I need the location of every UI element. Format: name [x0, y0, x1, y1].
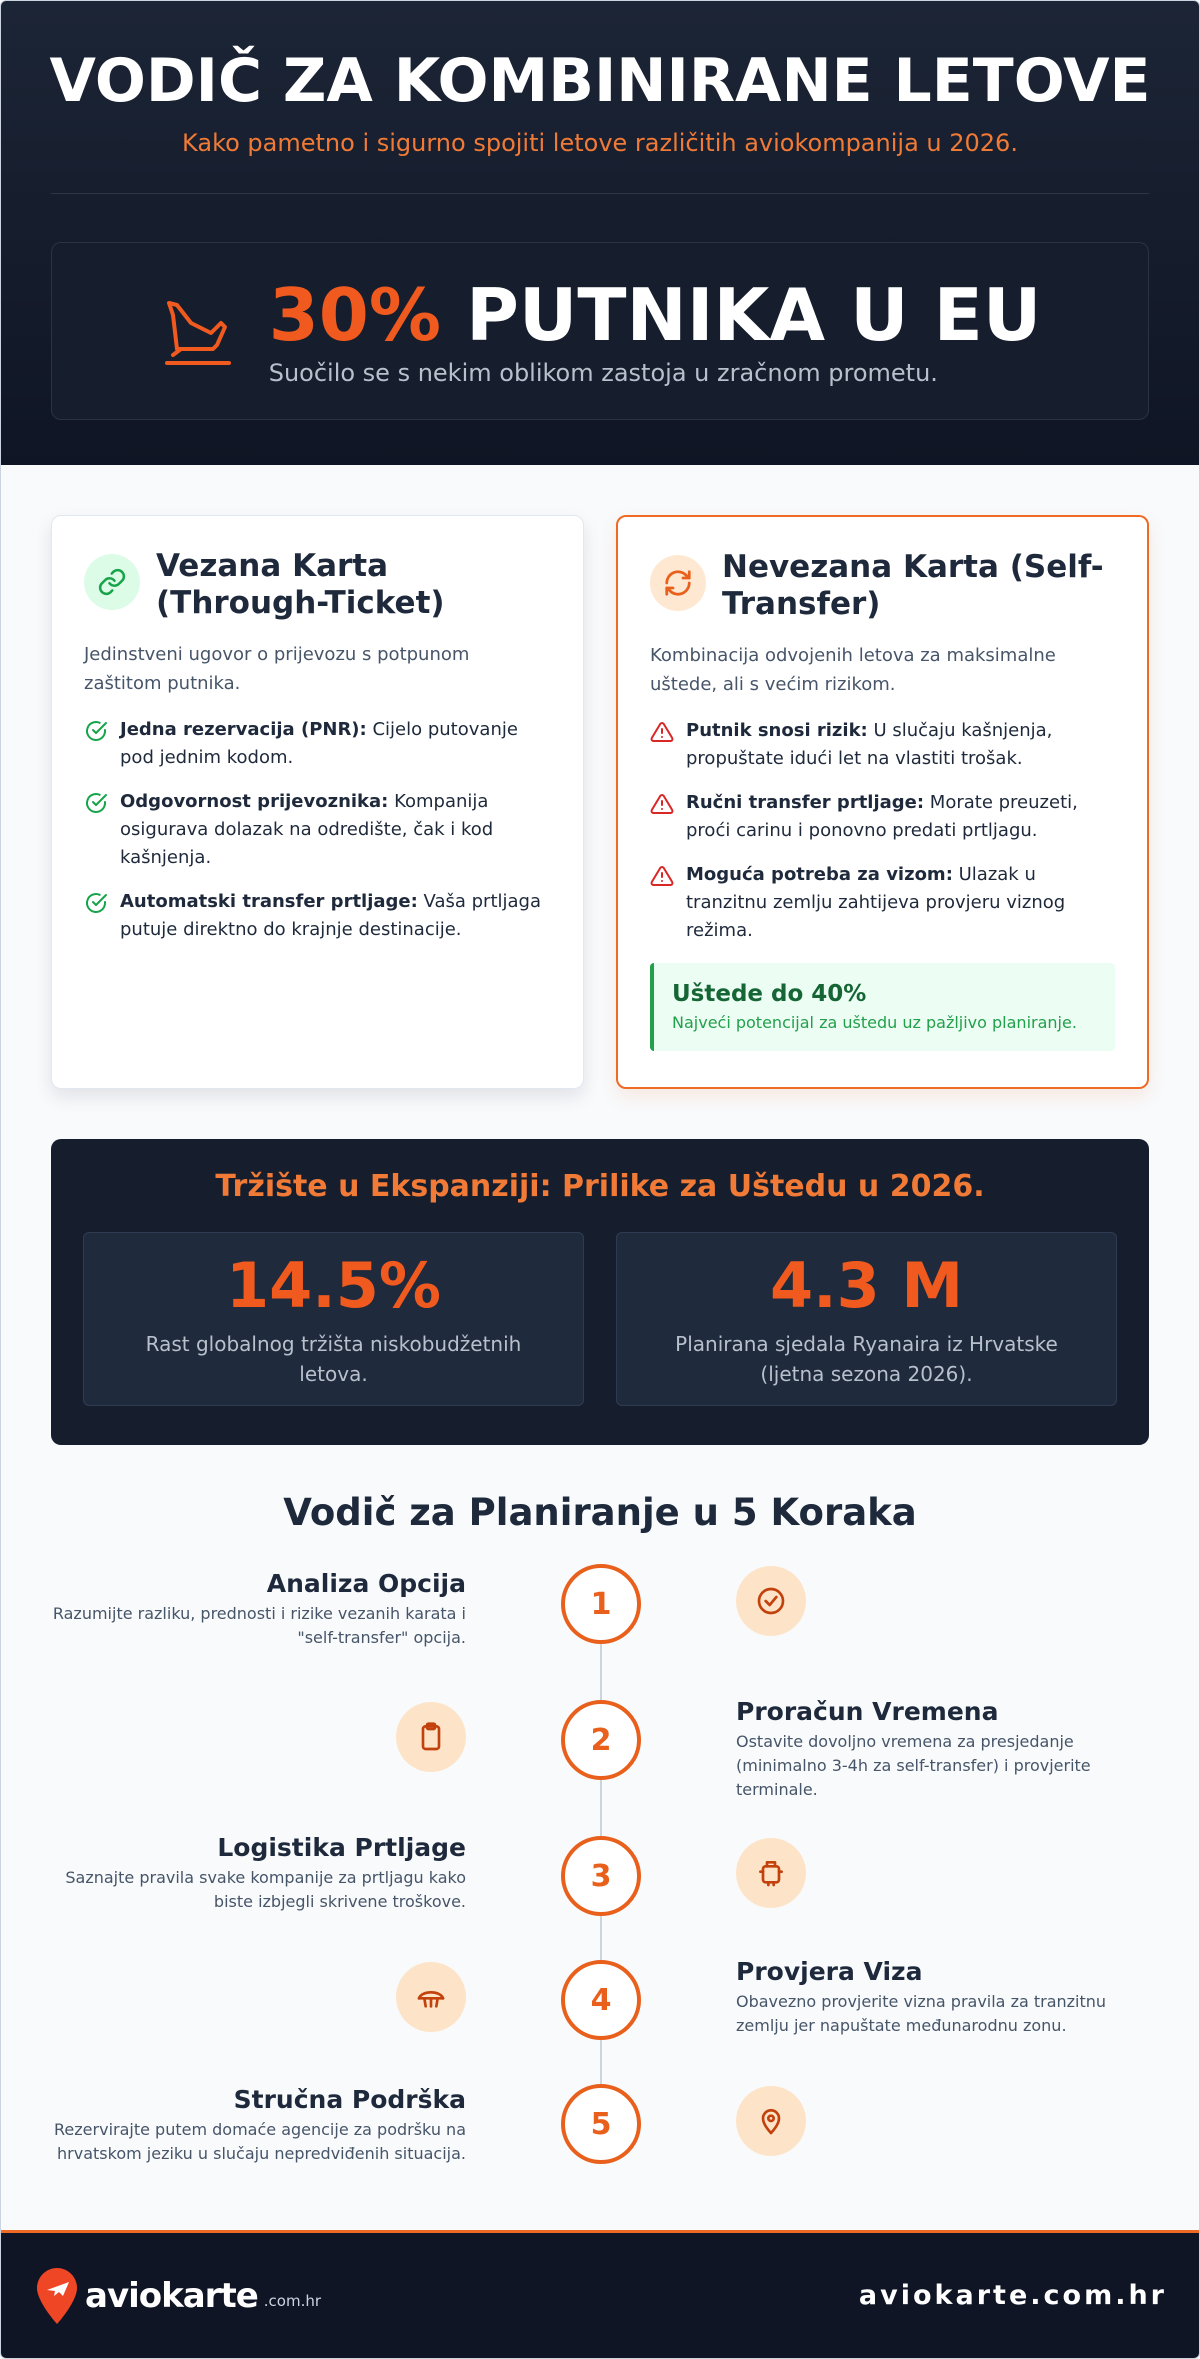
step-title: Analiza Opcija: [266, 1569, 466, 1598]
stat-card: [616, 1232, 1117, 1406]
link-icon: [84, 554, 140, 610]
location-pin-plane-icon: [35, 2266, 79, 2326]
list-item: Putnik snosi rizik: U slučaju kašnjenja, propuštate idući let na vlastiti trošak.: [650, 717, 1115, 773]
through-ticket-description: Jedinstveni ugovor o prijevozu s potpunom zaštitom putnika.: [84, 644, 470, 694]
list-item: Moguća potreba za vizom: Ulazak u tranzitnu zemlju zahtijeva provjeru viznog režima.: [650, 861, 1115, 945]
stat-value: 14.5%: [225, 1249, 442, 1322]
header-divider: [51, 193, 1149, 194]
check-circle-icon: [84, 791, 108, 815]
stat-value: 4.3 M: [769, 1249, 964, 1322]
step-number: 5: [561, 2084, 641, 2164]
step-4: [1, 1957, 1200, 2070]
warning-icon: [650, 792, 674, 816]
cart-icon: [396, 1962, 466, 2032]
step-2: [1, 1697, 1200, 1810]
brand-logo[interactable]: [35, 2266, 321, 2326]
hero-caption: Suočilo se s nekim oblikom zastoja u zračnom prometu.: [268, 359, 938, 387]
ticket-comparison: [1, 465, 1199, 1089]
through-ticket-title: Vezana Karta (Through-Ticket): [156, 548, 445, 621]
warning-icon: [650, 864, 674, 888]
clipboard-icon: [396, 1702, 466, 1772]
footer: [1, 2230, 1200, 2358]
logo-domain: .com.hr: [263, 2291, 322, 2310]
hero-headline-rest: PUTNIKA U EU: [466, 273, 1042, 357]
list-item: Ručni transfer prtljage: Morate preuzeti, proći carinu i ponovno predati prtljagu.: [650, 789, 1115, 845]
savings-callout: [650, 963, 1115, 1051]
market-title: Tržište u Ekspanziji: Prilike za Uštedu u 2026.: [215, 1169, 985, 1204]
step-title: Provjera Viza: [736, 1957, 923, 1986]
logo-text: aviokarte: [85, 2275, 258, 2316]
self-transfer-card: [616, 515, 1149, 1089]
stat-card: [83, 1232, 584, 1406]
step-number: 3: [561, 1836, 641, 1916]
page-title: VODIČ ZA KOMBINIRANE LETOVE: [49, 46, 1151, 116]
step-title: Logistika Prtljage: [217, 1833, 466, 1862]
steps-timeline: [1, 1564, 1199, 2224]
step-1: [1, 1564, 1200, 1674]
step-3: [1, 1833, 1200, 1946]
step-5: [1, 2084, 1200, 2194]
step-number: 4: [561, 1960, 641, 2040]
plane-landing-icon: [159, 293, 235, 369]
hero-percent: 30%: [268, 273, 442, 357]
step-description: Saznajte pravila svake kompanije za prtljagu kako biste izbjegli skrivene troškove.: [65, 1868, 466, 1911]
check-circle-icon: [84, 719, 108, 743]
savings-subtitle: Najveći potencijal za uštedu uz pažljivo planiranje.: [672, 1013, 1077, 1032]
warning-icon: [650, 720, 674, 744]
luggage-icon: [736, 1838, 806, 1908]
step-title: Proračun Vremena: [736, 1697, 999, 1726]
header: [1, 1, 1199, 465]
market-section: [51, 1139, 1149, 1445]
hero-card: [51, 242, 1149, 420]
through-ticket-card: [51, 515, 584, 1089]
check-circle-icon: [736, 1566, 806, 1636]
list-item: Automatski transfer prtljage: Vaša prtljaga putuje direktno do krajnje destinacije.: [84, 888, 551, 944]
self-transfer-description: Kombinacija odvojenih letova za maksimalne uštede, ali s većim rizikom.: [650, 645, 1056, 695]
steps-title: Vodič za Planiranje u 5 Koraka: [283, 1491, 917, 1534]
list-item: Odgovornost prijevoznika: Kompanija osigurava dolazak na odredište, čak i kod kašnjenja.: [84, 788, 551, 872]
savings-title: Uštede do 40%: [672, 981, 867, 1007]
hero-headline: [269, 275, 1042, 355]
step-number: 2: [561, 1700, 641, 1780]
stat-label: Rast globalnog tržišta niskobudžetnih letova.: [145, 1332, 522, 1386]
check-circle-icon: [84, 891, 108, 915]
step-description: Razumijte razliku, prednosti i rizike vezanih karata i "self-transfer" opcija.: [52, 1604, 466, 1647]
page-subtitle: Kako pametno i sigurno spojiti letove različitih aviokompanija u 2026.: [182, 129, 1018, 157]
website-link[interactable]: aviokarte.com.hr: [858, 2280, 1167, 2311]
support-icon: [736, 2086, 806, 2156]
step-description: Ostavite dovoljno vremena za presjedanje (minimalno 3-4h za self-transfer) i provjerite terminale.: [736, 1732, 1091, 1799]
self-transfer-title: Nevezana Karta (Self-Transfer): [722, 549, 1104, 622]
refresh-icon: [650, 555, 706, 611]
list-item: Jedna rezervacija (PNR): Cijelo putovanje pod jednim kodom.: [84, 716, 551, 772]
step-title: Stručna Podrška: [233, 2085, 466, 2114]
step-description: Obavezno provjerite vizna pravila za tranzitnu zemlju jer napuštate međunarodnu zonu.: [736, 1992, 1107, 2035]
step-number: 1: [561, 1564, 641, 1644]
step-description: Rezervirajte putem domaće agencije za podršku na hrvatskom jeziku u slučaju nepredviđenih situacija.: [54, 2120, 466, 2163]
stat-label: Planirana sjedala Ryanaira iz Hrvatske (ljetna sezona 2026).: [675, 1332, 1058, 1386]
